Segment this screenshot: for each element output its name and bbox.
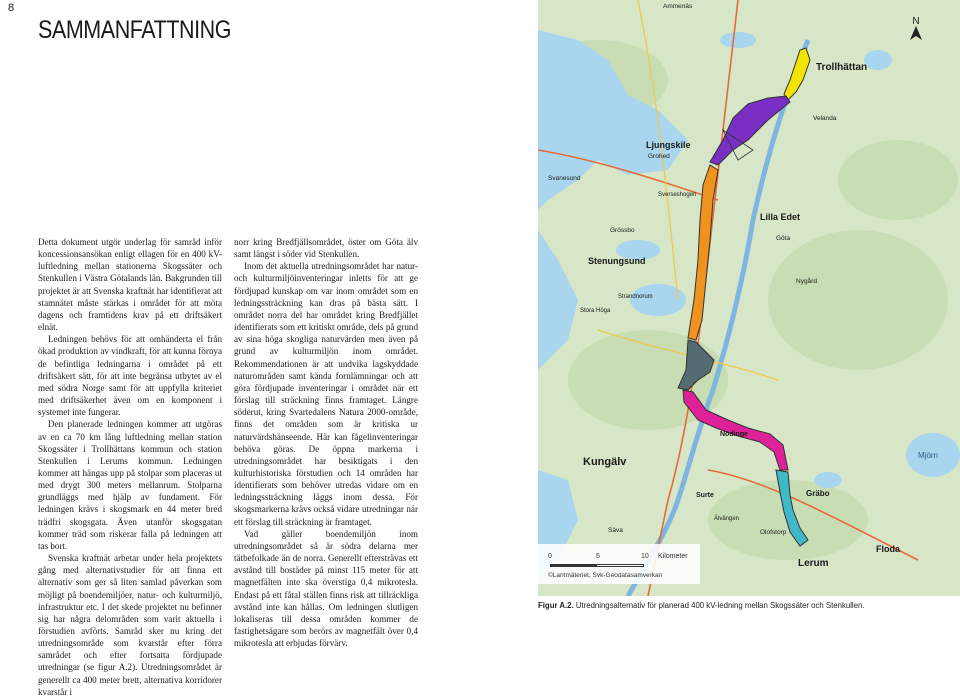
- text-column-2: [234, 236, 418, 649]
- scale-label: 0: [548, 553, 552, 560]
- place-label: Surte: [696, 492, 714, 499]
- figure-caption-text: Utredningsalternativ för planerad 400 kV-ledning mellan Skogssäter och Stenkullen.: [573, 601, 865, 610]
- place-label: Stenungsund: [588, 256, 646, 266]
- place-label: Svanesund: [548, 175, 581, 182]
- paragraph: Inom det aktuella utredningsområdet har natur- och kulturmiljöinventeringar inletts för att ge fördjupad kunskap om var inom området som en ledningssträckning kan dras på bästa sätt. I området norra del har området kring Bredfjället identifierats som ett kritiskt område, dels på grund av sina höga skogliga naturvärden men även på grund av kulturmiljön inom området. Rekommendationen är att undvika lagskyddade naturområden samt kända fornlämningar och att göra fördjupade inventeringar i området när ett förslag till sträckning finns framtaget. Längre söderut, kring Svartedalens Natura 2000-område, finns det områden som är kritiska ur naturvärdshänseende. Här kan fågelinventeringar behöva göras. De öppna markerna i utredningsområdet har besiktigats i den kulturhistoriska förstudien och 14 områden har identifierats som behöver utredas vidare om en ledningssträckning läggs inom dessa. För skogsmarkerna krävs också vidare utredningar när ett förslag till sträckning är framtaget.: [234, 261, 418, 527]
- place-label: Olofstorp: [760, 529, 787, 536]
- paragraph: Detta dokument utgör underlag för samråd inför koncessionsansökan enligt ellagen för en 400 kV-luftledning mellan stationerna Skogssäter och Stenkullen i Västra Götalands län. Bakgrunden till projektet är att Svenska kraftnät har identifierat att stamnätet måste stärkas i området för att möta dagens och framtidens krav på ett driftsäkert elnät.: [38, 237, 222, 333]
- place-label: Velanda: [813, 115, 837, 122]
- page-title: SAMMANFATTNING: [38, 16, 232, 44]
- route-map: [538, 0, 960, 596]
- figure-label: Figur A.2.: [538, 601, 574, 610]
- place-label: Älvängen: [714, 516, 740, 522]
- paragraph: Den planerade ledningen kommer att utgöras av en ca 70 km lång luftledning mellan station Skogssäter i Trollhättans kommun och station Stenkullen i Lerums kommun. Ledningen kommer att hängas upp på stolpar som placeras ut med drygt 300 meters mellanrum. Stolparna grundläggs med hjälp av fundament. För ledningen krävs i skogsmark en 44 meter bred trädfri skogsgata. Även utanför skogsgatan kommer träd som riskerar falla på ledningen att tas bort.: [38, 419, 222, 551]
- place-label: Strandnorum: [618, 294, 653, 300]
- paragraph: Svenska kraftnät arbetar under hela projektets gång med alternativstudier för att finna ett alternativ som ger så liten samlad påverkan som möjligt på boendemiljöer, natur- och kulturmiljö, infrastruktur etc. I det skede projektet nu befinner sig har några delområden som varit aktuella i förstudien avförts. Samråd sker nu kring det utredningsområde som kvarstår efter förra samrådet och efter fortsatta fördjupade utredningar (se figur A.2). Utredningsområdet är generellt ca 400 meter brett, alternativa korridorer kvarstår i: [38, 553, 222, 697]
- place-label: Ammenäs: [663, 3, 693, 10]
- place-label: Säva: [608, 527, 623, 534]
- place-label: Stora Höga: [580, 308, 611, 314]
- map-scale-box: [538, 544, 700, 584]
- place-label: Sverseshogen: [658, 192, 697, 198]
- scale-bar: [550, 564, 644, 567]
- place-label: Floda: [876, 544, 900, 554]
- paragraph: Ledningen behövs för att omhänderta el från ökad produktion av vindkraft, för att kunna förnya de befintliga ledningarna i området på ett driftsäkert sätt, för att inte begränsa utbytet av el med södra Norge samt för att uppfylla kriteriet med driftsäkerhet även om en komponent i systemet inte fungerar.: [38, 334, 222, 418]
- place-label: Mjörn: [918, 451, 939, 460]
- place-label: Ljungskile: [646, 140, 691, 150]
- map-credit: ©Lantmäteriet, Svk-Geodatasamverkan: [548, 572, 663, 579]
- place-label: Grössbo: [610, 227, 635, 234]
- place-label: Nygård: [796, 278, 817, 285]
- page-number-left: 8: [8, 2, 15, 14]
- place-label: Nödinge: [720, 431, 748, 438]
- place-label: Grohed: [648, 153, 670, 160]
- figure-caption: [538, 601, 865, 610]
- text-column-1: [38, 236, 222, 698]
- place-label: Kungälv: [583, 456, 627, 468]
- scale-label: 10: [641, 553, 649, 560]
- place-label: Trollhättan: [816, 62, 868, 73]
- scale-label: 5: [596, 553, 600, 560]
- scale-label: Kilometer: [658, 553, 688, 560]
- place-label: Gräbo: [806, 489, 830, 498]
- place-label: Lerum: [798, 558, 829, 569]
- paragraph: Vad gäller boendemiljön inom utredningsområdet så är södra delarna mer tätbefolkade än de norra. Generellt eftersträvas ett avstånd till bostäder på minst 115 meter för att magnetfälten inte ska överstiga 0,4 mikrotesla. Endast på ett fåtal ställen finns risk att tillräckliga avstånd inte kan hållas. Om ledningen slutligen lokaliseras till dessa områden kommer de fastighetsägare som berörs av magnetfält över 0,4 mikrotesla att erbjudas förvärv.: [234, 528, 418, 649]
- north-label: N: [912, 16, 920, 27]
- paragraph: norr kring Bredfjällsområdet, öster om Göta älv samt längst i söder vid Stenkullen.: [234, 237, 418, 260]
- place-label: Göta: [776, 235, 791, 242]
- place-label: Lilla Edet: [760, 212, 801, 222]
